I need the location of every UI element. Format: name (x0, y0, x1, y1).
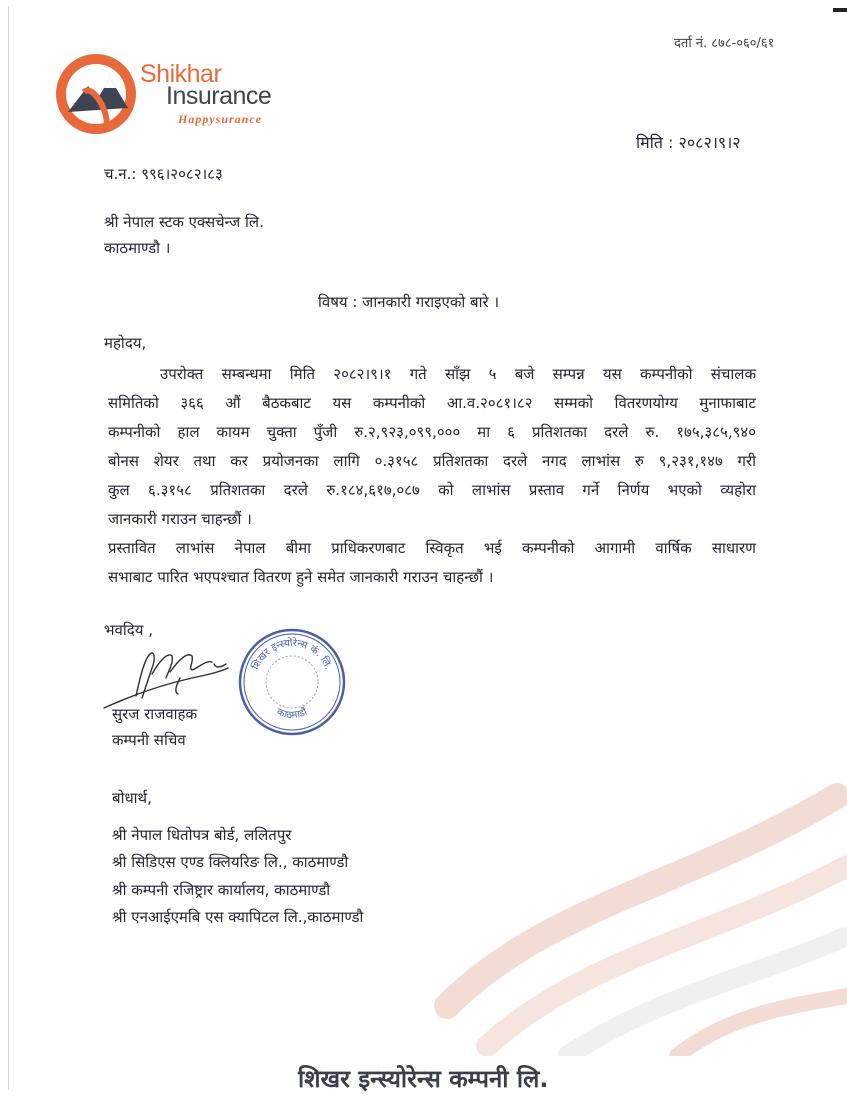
closing: भवदिय , (104, 621, 153, 639)
svg-text:शिखर इन्स्योरेन्स कं. लि.: शिखर इन्स्योरेन्स कं. लि. (250, 637, 334, 672)
cc-item: श्री एनआईएमबि एस क्यापिटल लि.,काठमाण्डौ (112, 908, 364, 926)
company-seal (236, 626, 348, 738)
logo-tagline: Happysurance (178, 112, 262, 126)
cc-item: श्री सिडिएस एण्ड क्लियरिङ लि., काठमाण्डौ (112, 853, 349, 871)
footer-company-name: शिखर इन्स्योरेन्स कम्पनी लि. (298, 1065, 549, 1093)
body-line: सभाबाट पारित भएपश्चात वितरण हुने समेत जानकारी गराउन चाहन्छौं । (108, 568, 494, 586)
subject-line: विषय : जानकारी गराइएको बारे । (318, 293, 500, 311)
signatory-title: कम्पनी सचिव (112, 731, 186, 749)
company-logo (54, 52, 294, 138)
recipient-line1: श्री नेपाल स्टक एक्सचेन्ज लि. (104, 213, 264, 231)
recipient-line2: काठमाण्डौ । (104, 239, 171, 257)
logo-name-line2: Insurance (166, 82, 272, 110)
registration-number: दर्ता नं. ८७८-०६०/६१ (674, 36, 775, 51)
cc-heading: बोधार्थ, (112, 789, 152, 807)
letter-date: मिति : २०८२।९।२ (636, 133, 741, 152)
body-line: कम्पनीको हाल कायम चुक्ता पुँजी रु.२,९२३,०९९,००० मा ६ प्रतिशतका दरले रु. १७५,३८५,९४० (108, 423, 756, 441)
body-line: कुल ६.३१५८ प्रतिशतका दरले रु.१८४,६१७,०८७ को लाभांस प्रस्ताव गर्ने निर्णय भएको व्यहोरा (108, 481, 756, 499)
svg-text:काठमाडौं: काठमाडौं (275, 706, 309, 722)
reference-number: च.न.: ९९६।२०८२।८३ (104, 165, 223, 183)
watermark-swoosh-graphic (427, 756, 847, 1056)
body-line: समितिको ३६६ औं बैठकबाट यस कम्पनीको आ.व.२०८१।८२ सम्मको वितरणयोग्य मुनाफाबाट (108, 394, 756, 412)
cc-item: श्री नेपाल धितोपत्र बोर्ड, ललितपुर (112, 826, 292, 844)
logo-name-line1: Shikhar (140, 60, 222, 88)
logo-mountain-icon (54, 52, 138, 136)
body-paragraph-1 (108, 360, 756, 534)
salutation: महोदय, (104, 334, 147, 352)
body-paragraph-2 (108, 534, 756, 592)
body-line: प्रस्तावित लाभांस नेपाल बीमा प्राधिकरणबाट स्विकृत भई कम्पनीको आगामी वार्षिक साधारण (108, 539, 756, 557)
signatory-name: सुरज राजवाहक (112, 705, 198, 723)
scan-mark (833, 8, 847, 12)
body-line: जानकारी गराउन चाहन्छौं । (108, 510, 252, 528)
body-line: बोनस शेयर तथा कर प्रयोजनका लागि ०.३१५८ प्रतिशतका दरले नगद लाभांस रु ९,२३१,१४७ गरी (108, 452, 756, 470)
body-line: उपरोक्त सम्बन्धमा मिति २०८२।९।१ गते साँझ ५ बजे सम्पन्न यस कम्पनीको संचालक (160, 365, 756, 383)
scan-edge (8, 6, 9, 1090)
cc-item: श्री कम्पनी रजिष्ट्रार कार्यालय, काठमाण्डौ (112, 881, 331, 899)
